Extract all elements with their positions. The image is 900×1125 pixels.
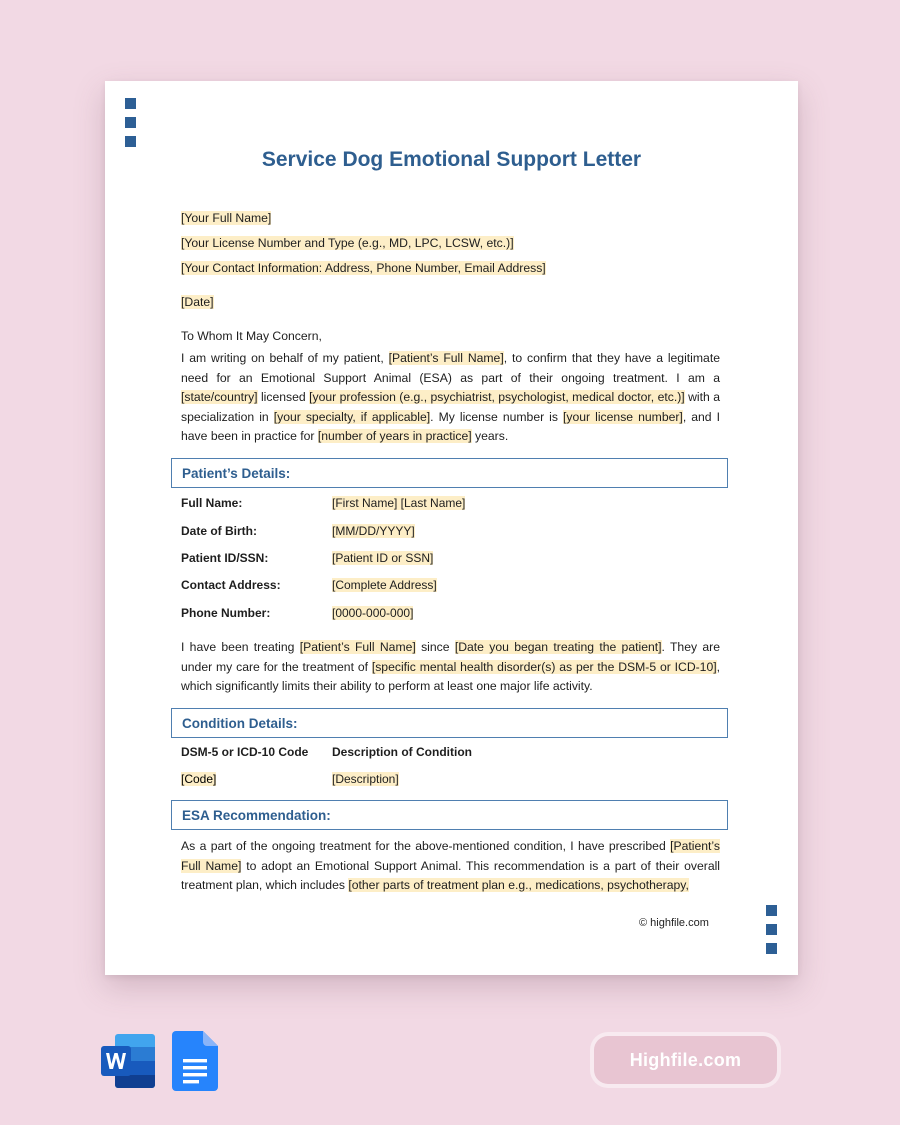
sender-license: [Your License Number and Type (e.g., MD, LPC, LCSW, etc.)] xyxy=(181,236,514,250)
highfile-brand-pill[interactable]: Highfile.com xyxy=(594,1036,777,1084)
patient-row-label: Date of Birth: xyxy=(181,524,257,538)
copyright-text: © highfile.com xyxy=(639,917,709,929)
document-title: Service Dog Emotional Support Letter xyxy=(261,148,642,171)
condition-description-value: [Description] xyxy=(332,772,399,786)
condition-code-header: DSM-5 or ICD-10 Code xyxy=(181,745,309,759)
sender-contact: [Your Contact Information: Address, Phone Number, Email Address] xyxy=(181,261,546,275)
patient-row-label: Contact Address: xyxy=(181,578,281,592)
google-docs-icon[interactable] xyxy=(172,1031,218,1091)
patient-row-label: Patient ID/SSN: xyxy=(181,551,269,565)
condition-code-value: [Code] xyxy=(181,772,217,786)
patient-row-value: [First Name] [Last Name] xyxy=(332,496,466,510)
word-icon[interactable] xyxy=(101,1032,157,1090)
letter-date: [Date] xyxy=(181,295,214,309)
intro-paragraph: I am writing on behalf of my patient, [Patient’s Full Name], to confirm that they have a legitimate need for an Emotional Support Animal (ESA) as part of their ongoing treatment. I am a [state/country] licensed [your profession (e.g., psychiatrist, psychologist, medical doctor, etc.)] with a specialization in [your specialty, if applicable]. My license number is [your license number], and I have been in practice for [number of years in practice] years. xyxy=(181,351,720,443)
sender-name: [Your Full Name] xyxy=(181,211,272,225)
corner-squares-top-left xyxy=(125,98,136,147)
patient-details-heading: Patient’s Details: xyxy=(171,458,728,488)
esa-paragraph: As a part of the ongoing treatment for the above-mentioned condition, I have prescribed [Patient’s Full Name] to adopt an Emotional Support Animal. This recommendation is a part of their overall treatment plan, which includes [other parts of treatment plan e.g., medications, psychotherapy, xyxy=(181,839,721,892)
patient-row-value: [MM/DD/YYYY] xyxy=(332,524,415,538)
patient-row-label: Full Name: xyxy=(181,496,243,510)
patient-row-label: Phone Number: xyxy=(181,606,271,620)
esa-recommendation-heading: ESA Recommendation: xyxy=(171,800,728,830)
treatment-paragraph: I have been treating [Patient’s Full Name] since [Date you began treating the patient]. They are under my care for the treatment of [specific mental health disorder(s) as per the DSM-5 or ICD-10], which significantly limits their ability to perform at least one major life activity. xyxy=(181,640,721,693)
condition-details-heading: Condition Details: xyxy=(171,708,728,738)
corner-squares-bottom-right xyxy=(766,905,777,954)
salutation: To Whom It May Concern, xyxy=(181,329,322,343)
patient-row-value: [Complete Address] xyxy=(332,578,437,592)
patient-row-value: [Patient ID or SSN] xyxy=(332,551,434,565)
condition-description-header: Description of Condition xyxy=(332,745,472,759)
patient-row-value: [0000-000-000] xyxy=(332,606,414,620)
document-page xyxy=(105,81,798,975)
